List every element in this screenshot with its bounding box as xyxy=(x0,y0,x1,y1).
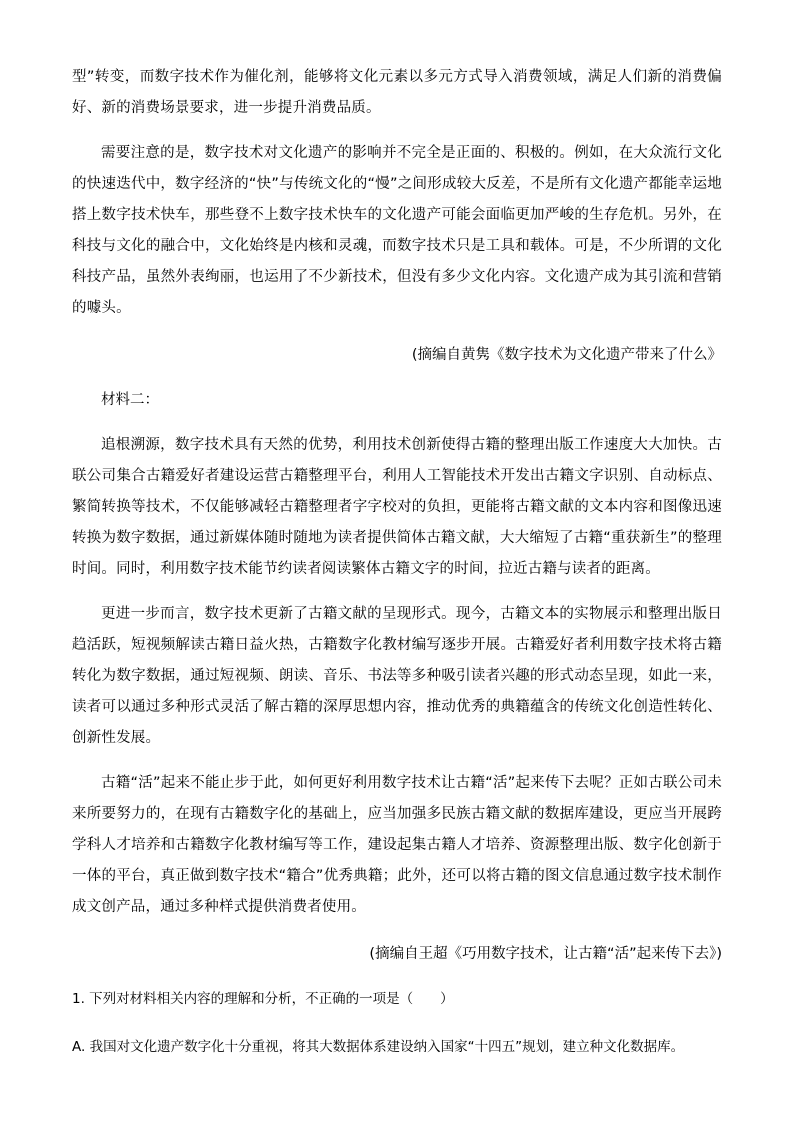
source-citation-2: (摘编自王超《巧用数字技术，让古籍“活”起来传下去》) xyxy=(369,946,722,962)
source-citation-1: (摘编自黄隽《数字技术为文化遗产带来了什么》 xyxy=(411,347,722,363)
paragraph-origin: 追根溯源，数字技术具有天然的优势，利用技术创新使得古籍的整理出版工作速度大大加快。古联公司集合古籍爱好者建设运营古籍整理平台，利用人工智能技术开发出古籍文字识别、自动标点、繁简转换等技术，不仅能够减轻古籍整理者字字校对的负担，更能将古籍文献的文本内容和图像迅速转换为数字数据，通过新媒体随时随地为读者提供简体古籍文献，大大缩短了古籍“重获新生”的整理时间。同时，利用数字技术能节约读者阅读繁体古籍文字的时间，拉近古籍与读者的距离。 xyxy=(72,437,722,577)
material-2-label: 材料二： xyxy=(101,392,159,408)
question-1: 1. 下列对材料相关内容的理解和分析，不正确的一项是（ ） xyxy=(72,991,454,1007)
paragraph-future: 古籍“活”起来不能止步于此，如何更好利用数字技术让古籍“活”起来传下去呢？正如古联公司未来所要努力的，在现有古籍数字化的基础上，应当加强多民族古籍文献的数据库建设，更应当开展跨学科人才培养和古籍数字化教材编写等工作，建设起集古籍人才培养、资源整理出版、数字化创新于一体的平台，真正做到数字技术“籍合”优秀典籍；此外，还可以将古籍的图文信息通过数字技术制作成文创产品，通过多种样式提供消费者使用。 xyxy=(72,775,722,915)
document-page xyxy=(72,62,722,1064)
paragraph-continuation: 型”转变，而数字技术作为催化剂，能够将文化元素以多元方式导入消费领域，满足人们新的消费偏好、新的消费场景要求，进一步提升消费品质。 xyxy=(72,69,722,116)
paragraph-caution: 需要注意的是，数字技术对文化遗产的影响并不完全是正面的、积极的。例如，在大众流行文化的快速迭代中，数字经济的“快”与传统文化的“慢”之间形成较大反差，不是所有文化遗产都能幸运地搭上数字技术快车，那些登不上数字技术快车的文化遗产可能会面临更加严峻的生存危机。另外，在科技与文化的融合中，文化始终是内核和灵魂，而数字技术只是工具和载体。可是，不少所谓的文化科技产品，虽然外表绚丽，也运用了不少新技术，但没有多少文化内容。文化遗产成为其引流和营销的噱头。 xyxy=(72,145,722,316)
paragraph-presentation: 更进一步而言，数字技术更新了古籍文献的呈现形式。现今，古籍文本的实物展示和整理出版日趋活跃，短视频解读古籍日益火热，古籍数字化教材编写逐步开展。古籍爱好者利用数字技术将古籍转化为数字数据，通过短视频、朗读、音乐、书法等多种吸引读者兴趣的形式动态呈现，如此一来，读者可以通过多种形式灵活了解古籍的深厚思想内容，推动优秀的典籍蕴含的传统文化创造性转化、创新性发展。 xyxy=(72,606,722,746)
option-a: A. 我国对文化遗产数字化十分重视，将其大数据体系建设纳入国家“十四五”规划，建立种文化数据库。 xyxy=(72,1039,685,1055)
